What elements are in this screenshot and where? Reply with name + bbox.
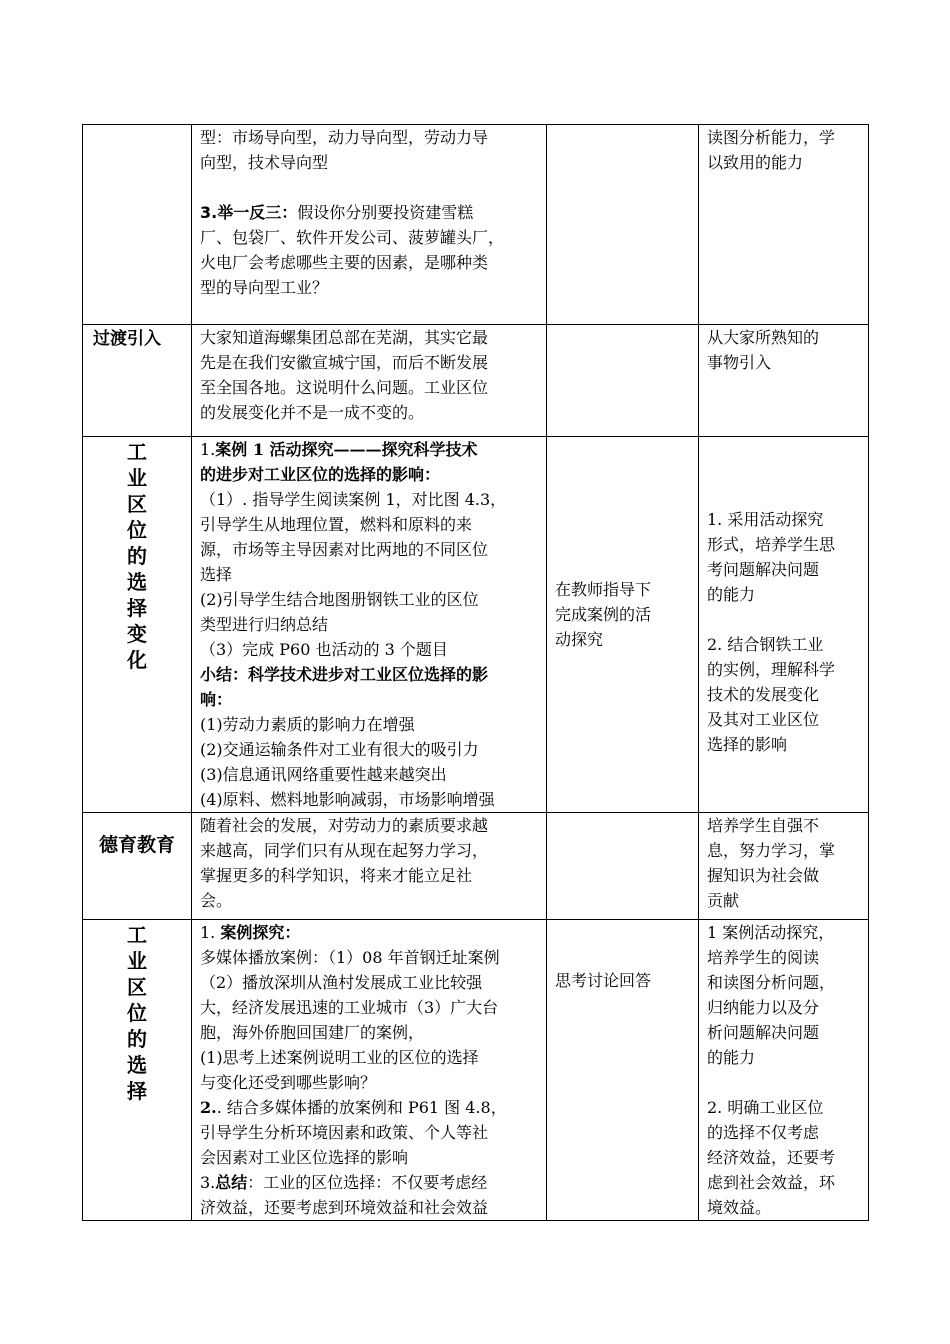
text-line: 胞，海外侨胞回国建厂的案例， — [200, 1023, 425, 1042]
text-line: 的选择不仅考虑 — [707, 1123, 820, 1142]
text-line: 的能力 — [707, 1048, 756, 1067]
text-line: 选择的影响 — [707, 734, 788, 754]
section-label-cell — [83, 813, 192, 920]
text-line: （3）完成 P60 也活动的 3 个题目 — [200, 640, 448, 659]
text-line: 与变化还受到哪些影响？ — [200, 1073, 377, 1092]
text-line: 技术的发展变化 — [707, 684, 820, 704]
text-line: (1)思考上述案例说明工业的区位的选择 — [200, 1048, 479, 1067]
text-line — [200, 1095, 540, 1120]
table-row — [83, 920, 869, 1221]
text-line: 境效益。 — [707, 1198, 772, 1217]
text-line: 的能力 — [707, 584, 756, 604]
text-span: 1. — [200, 440, 216, 459]
text-line: 大家知道海螺集团总部在芜湖，其实它最 — [200, 328, 489, 347]
text-line: 型的导向型工业？ — [200, 278, 329, 297]
text-line: 在教师指导下 — [555, 580, 652, 599]
text-line: 考问题解决问题 — [707, 559, 820, 579]
lesson-plan-table — [82, 124, 869, 1221]
label-char: 的 — [127, 544, 147, 568]
label-char: 变 — [127, 622, 147, 646]
text-line: 来越高，同学们只有从现在起努力学习， — [200, 841, 489, 860]
design-intent-cell — [699, 325, 869, 437]
text-line: 选择 — [200, 565, 233, 584]
text-line — [200, 920, 540, 945]
text-line — [200, 1170, 540, 1195]
label-char: 业 — [127, 466, 147, 490]
text-line: 多媒体播放案例：（1）08 年首钢迁址案例 — [200, 948, 500, 967]
content-cell — [192, 325, 547, 437]
bold-heading: 2. — [200, 1098, 217, 1117]
content-cell — [192, 125, 547, 325]
label-char: 选 — [127, 570, 147, 594]
text-line: （1）. 指导学生阅读案例 1，对比图 4.3， — [200, 490, 507, 509]
text-line: 经济效益，还要考 — [707, 1148, 836, 1167]
text-line: 火电厂会考虑哪些主要的因素，是哪种类 — [200, 253, 489, 272]
section-label-vertical — [83, 920, 191, 1104]
student-activity-cell — [547, 125, 699, 325]
text-line: 握知识为社会做 — [707, 866, 820, 885]
text-line: 从大家所熟知的 — [707, 328, 820, 347]
section-label-cell — [83, 125, 192, 325]
design-intent-cell — [699, 813, 869, 920]
label-char: 区 — [127, 975, 147, 999]
table-row — [83, 437, 869, 813]
label-char: 化 — [127, 648, 147, 672]
table-row — [83, 325, 869, 437]
text-line: 析问题解决问题 — [707, 1023, 820, 1042]
section-label-cell — [83, 920, 192, 1221]
text-span: 1. — [200, 923, 221, 942]
text-line: 贡献 — [707, 891, 740, 910]
text-line: 息，努力学习，掌 — [707, 841, 836, 860]
bold-heading: 响： — [200, 690, 233, 709]
label-char: 位 — [127, 518, 147, 542]
bold-heading: 3.举一反三： — [200, 203, 298, 222]
text-line: 会因素对工业区位选择的影响 — [200, 1148, 409, 1167]
student-activity-cell — [547, 813, 699, 920]
bold-heading: 案例 1 活动探究———探究科学技术 — [215, 440, 478, 459]
text-line — [200, 200, 540, 225]
bold-heading: 案例探究： — [220, 923, 301, 942]
text-line: 1. 采用活动探究 — [707, 509, 824, 529]
text-line — [200, 437, 540, 462]
text-line: (2)交通运输条件对工业有很大的吸引力 — [200, 740, 479, 759]
blank-line — [707, 607, 862, 632]
content-cell — [192, 437, 547, 813]
text-line: 会。 — [200, 891, 233, 910]
design-intent-cell — [699, 437, 869, 813]
text-line: 引导学生分析环境因素和政策、个人等社 — [200, 1123, 489, 1142]
design-intent-cell — [699, 920, 869, 1221]
bold-heading: 小结：科学技术进步对工业区位选择的影 — [200, 665, 489, 684]
section-label: 过渡引入 — [93, 329, 161, 349]
text-line: 掌握更多的科学知识，将来才能立足社 — [200, 866, 473, 885]
text-line: 厂、包袋厂、软件开发公司、菠萝罐头厂， — [200, 228, 505, 247]
text-line: 2. 结合钢铁工业 — [707, 634, 824, 654]
text-span: 假设你分别要投资建雪糕 — [297, 203, 474, 222]
text-line: 思考讨论回答 — [555, 971, 652, 990]
label-char: 择 — [127, 1079, 147, 1103]
text-line: 的发展变化并不是一成不变的。 — [200, 403, 425, 422]
text-line: 类型进行归纳总结 — [200, 615, 329, 634]
table-row — [83, 813, 869, 920]
text-line — [200, 462, 540, 487]
text-line: 归纳能力以及分 — [707, 998, 820, 1017]
text-line: 培养学生的阅读 — [707, 948, 820, 967]
text-line: 济效益，还要考虑到环境效益和社会效益 — [200, 1198, 489, 1217]
content-cell — [192, 813, 547, 920]
section-label-vertical — [83, 437, 191, 673]
text-line: 先是在我们安徽宣城宁国，而后不断发展 — [200, 353, 489, 372]
bold-heading: 总结 — [215, 1173, 248, 1192]
label-char: 区 — [127, 492, 147, 516]
text-line: 源，市场等主导因素对比两地的不同区位 — [200, 540, 489, 559]
text-line: 事物引入 — [707, 353, 772, 372]
text-line: （2）播放深圳从渔村发展成工业比较强 — [200, 973, 483, 992]
text-line: (2)引导学生结合地图册钢铁工业的区位 — [200, 590, 479, 609]
text-line: (4)原料、燃料地影响减弱，市场影响增强 — [200, 790, 495, 809]
content-cell — [192, 920, 547, 1221]
text-line — [200, 687, 540, 712]
text-line — [200, 662, 540, 687]
section-label-cell — [83, 325, 192, 437]
student-activity-cell — [547, 437, 699, 813]
text-line: 完成案例的活 — [555, 605, 652, 624]
text-span: 3. — [200, 1173, 216, 1192]
blank-line — [200, 175, 540, 200]
section-label-cell — [83, 437, 192, 813]
text-span: ：工业的区位选择：不仅要考虑经 — [247, 1173, 488, 1192]
student-activity-cell — [547, 325, 699, 437]
text-line: 引导学生从地理位置，燃料和原料的来 — [200, 515, 473, 534]
text-line: 形式，培养学生思 — [707, 534, 836, 554]
text-line: 和读图分析问题， — [707, 973, 836, 992]
bold-heading: 的进步对工业区位的选择的影响： — [200, 465, 441, 484]
label-char: 的 — [127, 1027, 147, 1051]
student-activity-cell — [547, 920, 699, 1221]
blank-line — [707, 1070, 862, 1095]
text-line: 及其对工业区位 — [707, 709, 820, 729]
text-line: (3)信息通讯网络重要性越来越突出 — [200, 765, 447, 784]
text-line: 动探究 — [555, 630, 604, 649]
table-row — [83, 125, 869, 325]
label-char: 选 — [127, 1053, 147, 1077]
text-line: 至全国各地。这说明什么问题。工业区位 — [200, 378, 489, 397]
label-char: 位 — [127, 1001, 147, 1025]
design-intent-cell — [699, 125, 869, 325]
text-line: 的实例，理解科学 — [707, 659, 836, 679]
text-line: (1)劳动力素质的影响力在增强 — [200, 715, 415, 734]
text-line: 读图分析能力，学 — [707, 128, 836, 147]
label-char: 业 — [127, 949, 147, 973]
text-line: 1 案例活动探究， — [707, 923, 835, 942]
text-line: 虑到社会效益，环 — [707, 1173, 836, 1192]
text-line: 随着社会的发展，对劳动力的素质要求越 — [200, 816, 489, 835]
label-char: 择 — [127, 596, 147, 620]
text-span: . 结合多媒体播的放案例和 P61 图 4.8， — [216, 1098, 507, 1117]
text-line: 以致用的能力 — [707, 153, 804, 172]
text-line: 2. 明确工业区位 — [707, 1098, 824, 1117]
text-line: 大，经济发展迅速的工业城市（3）广大台 — [200, 998, 499, 1017]
label-char: 工 — [127, 440, 147, 464]
text-line: 型：市场导向型，动力导向型，劳动力导 — [200, 128, 489, 147]
text-line: 向型，技术导向型 — [200, 153, 329, 172]
label-char: 工 — [127, 923, 147, 947]
section-label: 德育教育 — [98, 834, 175, 856]
text-line: 培养学生自强不 — [707, 816, 820, 835]
